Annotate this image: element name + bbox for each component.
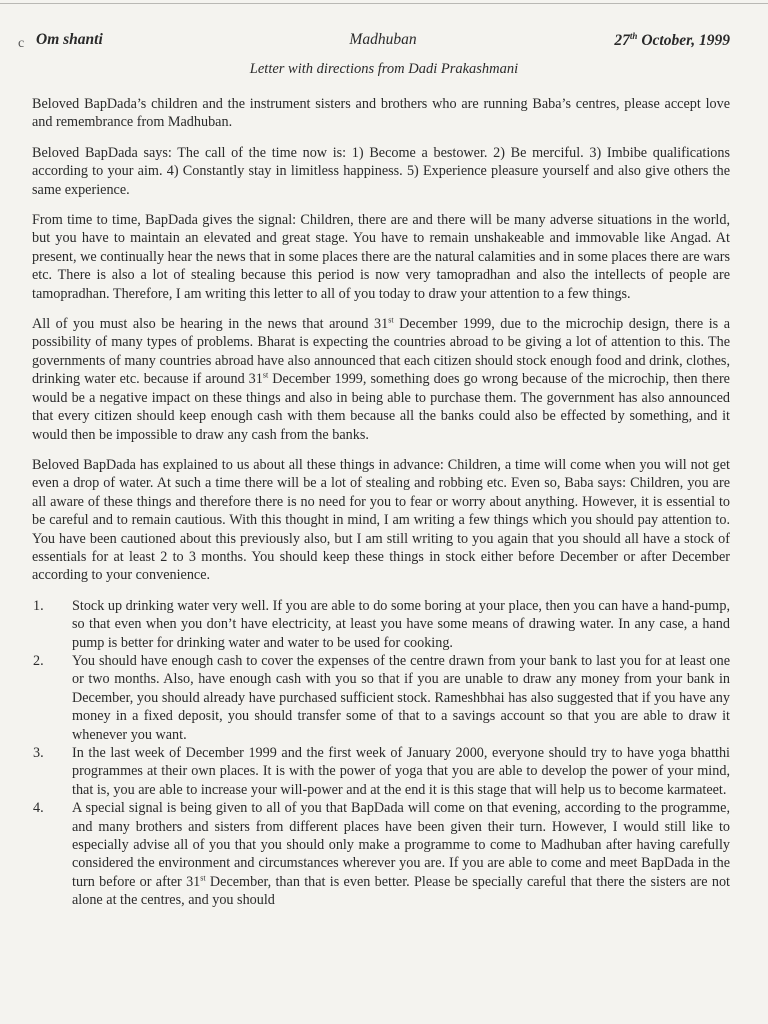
list-item: 4. A special signal is being given to all of you that BapDada will come on that evening, according to the programme, and many brothers and sisters from different places have been given their turn. However, I would still like to especially advise all of you that you should only make a programme to come to Madhuban after having carefully considered the environment and circumstances wherever you are. If you are able to come and meet BapDada in the turn before or after 31st December, than that is even better. Please be specially careful that there the sisters are not alone at the centres, and you should (33, 800, 730, 909)
letter-header (36, 31, 730, 53)
letter-subtitle: Letter with directions from Dadi Prakashmani (249, 61, 519, 77)
header-date: 27th October, 1999 (614, 31, 730, 50)
paragraph-microchip: All of you must also be hearing in the news that around 31st December 1999, due to the microchip design, there is a possibility of many types of problems. Bharat is expecting the countries abroad to be giving a lot of attention to this. The governments of many countries abroad have also announced that each citizen should stock enough food and drink, clothes, drinking water etc. because if around 31st December 1999, something does go wrong because of the microchip, then there would be a negative impact on these things and also in being able to purchase them. The government has also announced that every citizen should keep enough cash with them because all the banks could also be effected by something, and it would then be impossible to draw any cash from the banks. (32, 315, 730, 443)
paragraph-advance-explanation: Beloved BapDada has explained to us about all these things in advance: Children, a time will come when you will not get even a drop of water. At such a time there will be a lot of stealing and robbing etc. Even so, Baba says: Children, you are all aware of these things and therefore there is no need for you to fear or worry about anything. However, it is essential to be careful and to remain cautious. With this thought in mind, I am writing a few things which you should pay attention to. You have been cautioned about this previously also, but I am still writing to you again that you should all have a stock of essentials for at least 2 to 3 months. You should keep these things in stock either before December or after December according to your convenience. (32, 456, 730, 584)
instructions-list (32, 597, 730, 910)
header-place: Madhuban (349, 31, 417, 48)
header-om-shanti: Om shanti (36, 31, 103, 48)
paragraph-greeting: Beloved BapDada’s children and the instrument sisters and brothers who are running Baba’s centres, please accept love and remembrance from Madhuban. (32, 96, 730, 131)
margin-mark: c (18, 36, 25, 51)
paragraph-call-of-time: Beloved BapDada says: The call of the time now is: 1) Become a bestower. 2) Be merciful. 3) Imbibe qualifications according to your aim. 4) Constantly stay in limitless happiness. 5) Experience pleasure yourself and also give others the same experience. (32, 144, 730, 198)
list-item: 1. Stock up drinking water very well. If you are able to do some boring at your place, then you can have a hand-pump, so that even when you don’t have electricity, at least you have some means of drawing water. In any case, a hand pump is better for drinking water and water to be used for cooking. (33, 597, 730, 651)
list-item: 2. You should have enough cash to cover the expenses of the centre drawn from your bank to last you for at least one or two months. Also, have enough cash with you so that if you are unable to draw any money from your bank in December, you should already have purchased sufficient stock. Rameshbhai has also suggested that if you have any money in a fixed deposit, you should transfer some of that to a savings account so that you are able to draw it whenever you want. (33, 652, 730, 743)
scan-edge-line (0, 3, 768, 4)
letter-body (32, 95, 730, 910)
list-item: 3. In the last week of December 1999 and the first week of January 2000, everyone should try to have yoga bhatthi programmes at their own places. It is with the power of yoga that you are able to develop the power of your mind, that is, you are able to increase your will-power and at the end it is this stage that will help us to become karmateet. (33, 745, 730, 798)
paragraph-signal: From time to time, BapDada gives the signal: Children, there are and there will be many adverse situations in the world, but you have to maintain an elevated and great stage. You have to remain unshakeable and immovable like Angad. At present, we continually hear the news that in some places there are the natural calamities and in some places there are wars etc. There is also a lot of stealing because this period is now very tamopradhan and also the intellects of people are tamopradhan. Therefore, I am writing this letter to all of you today to draw your attention to a few things. (32, 212, 730, 302)
